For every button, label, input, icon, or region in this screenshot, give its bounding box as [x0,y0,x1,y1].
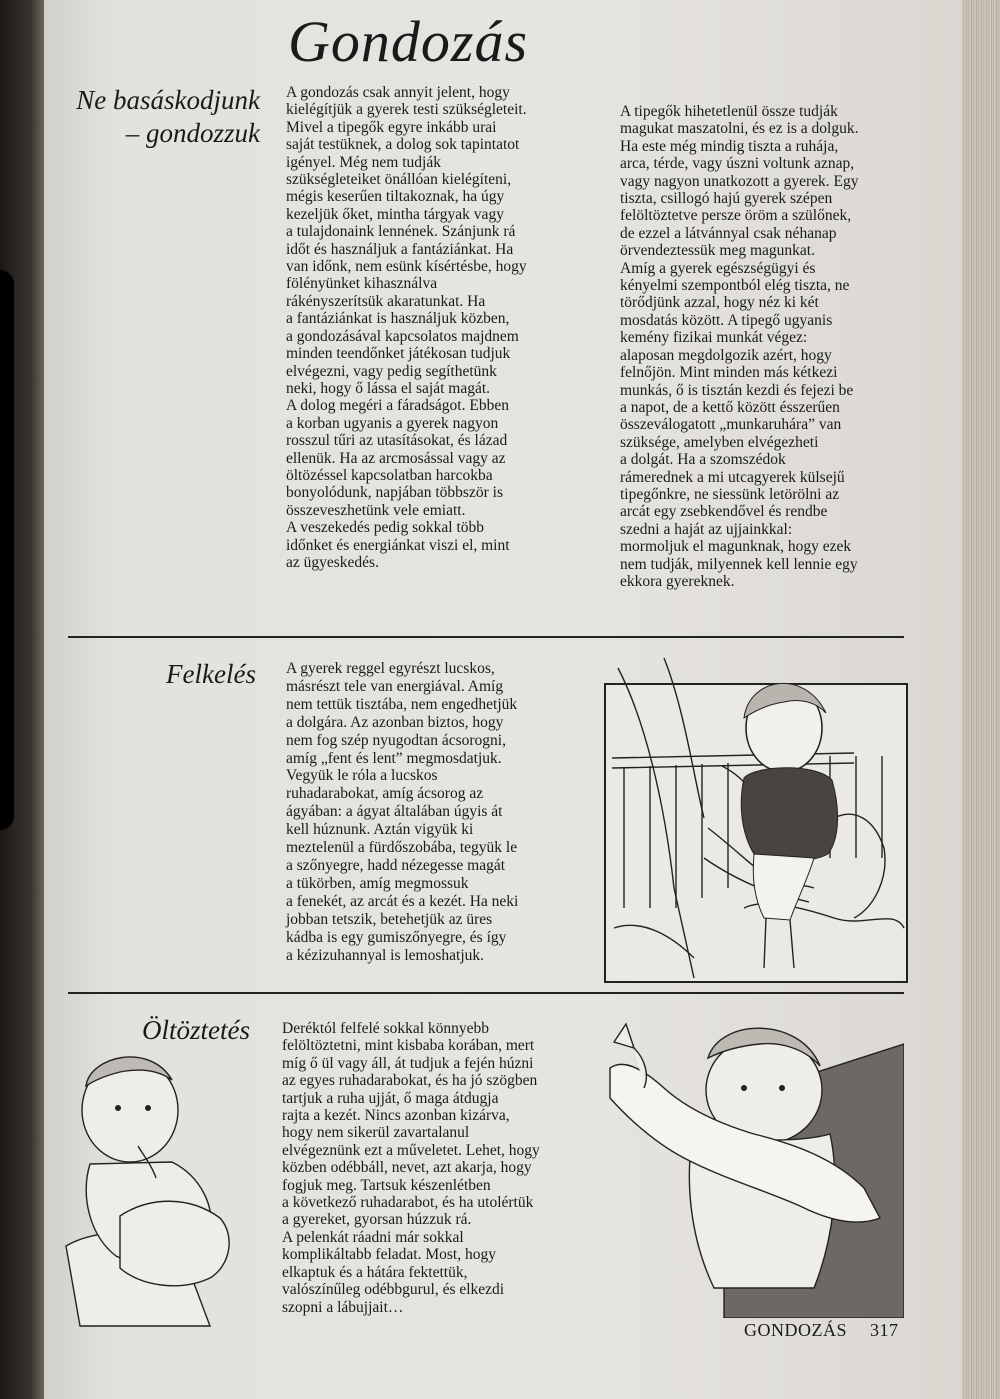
oltoztetes-body: Deréktól felfelé sokkal könnyebb felöltöztetni, mint kisbaba korában, mert míg ő ül vagy áll, át tudjuk a fején húzni az egyes ruhadarabokat, és ha jó szögben tartjuk a ruha ujját, ő maga átdugja rajta a kezét. Nincs azonban kizárva, hogy nem sikerül zavartalanul elvégeznünk ezt a műveletet. Lehet, hogy közben odébbáll, nevet, azt akarja, hogy fogjuk meg. Tartsuk készenlétben a következő ruhadarabot, és ha utolértük a gyereket, gyorsan húzzuk rá. A pelenkát ráadni már sokkal komplikáltabb feladat. Most, hogy elkaptuk és a hátára fektettük, valószínűleg odébbgurul, és elkezdi szopni a lábujjait… [282,1020,540,1316]
section-heading-line1: Ne basáskodjunk [76,85,260,115]
felkeles-body: A gyerek reggel egyrészt lucskos, másrészt tele van energiával. Amíg nem tettük tisztába, nem engedhetjük a dolgára. Az azonban biztos, hogy nem fog szép nyugodtan ácsorogni, amíg „fent és lent” megmosdatjuk. Vegyük le róla a lucskos ruhadarabokat, amíg ácsorog az ágyában: a ágyat általában úgyis át kell húznunk. Aztán vigyük ki meztelenül a fürdőszobába, tegyük le a szőnyegre, hadd nézegesse magát a tükörben, amíg megmossuk a fenekét, az arcát és a kezét. Ha neki jobban tetszik, betehetjük az üres kádba is egy gumiszőnyegre, és így a kézizuhannyal is lemoshatjuk. [286,660,519,964]
running-head: GONDOZÁS [744,1320,847,1340]
book-binding [0,270,14,830]
section-heading-felkeles: Felkelés [166,659,256,689]
page-title: Gondozás [288,9,529,74]
page-edges [962,0,1000,1399]
section-heading-line2: – gondozzuk [125,118,260,148]
dressing-illustration [604,1018,904,1318]
page-number: 317 [870,1320,899,1340]
section-divider [68,636,904,638]
body-column-right: A tipegők hihetetlenül össze tudják magukat maszatolni, és ez is a dolguk. Ha este még mindig tiszta a ruhája, arca, térde, vagy úszni voltunk aznap, vagy nagyon unatkozott a gyerek. Egy tiszta, csillogó hajú gyerek szépen felöltöztetve persze öröm a szülőnek, de ezzel a látvánnyal csak néhanap örvendeztessük meg magunkat. Amíg a gyerek egészségügyi és kényelmi szempontból elég tiszta, ne törődjünk azzal, hogy néz ki két mosdatás között. A tipegő ugyanis kemény fizikai munkát végez: alaposan megdolgozik azért, hogy felnőjön. Mint minden más kétkezi munkás, ő is tisztán kezdi és fejezi be a napot, de a kettő között ésszerűen összeválogatott „munkaruhára” van szüksége, amelyben elvégezheti a dolgát. Ha a szomszédok rámerednek a mi utcagyerek külsejű tipegőnkre, ne siessünk letörölni az arcát egy zsebkendővel és rendbe szedni a haját az ujjainkkal: mormoljuk el magunknak, hogy ezek nem tudják, milyennek kell lennie egy ekkora gyereknek. [620,103,859,590]
sitting-child-illustration [60,1046,250,1328]
section-heading-ne-basaskodjunk [60,84,260,150]
body-column-left: A gondozás csak annyit jelent, hogy kielégítjük a gyerek testi szükségleteit. Mivel a tipegők egyre inkább urai saját testüknek, a dolog sok tapintatot igényel. Még nem tudják szükségleteiket önállóan kielégíteni, mégis keserűen tiltakoznak, ha úgy kezeljük őket, mintha tárgyak vagy a tulajdonaink lennének. Szánjunk rá időt és használjuk a fantáziánkat. Ha van időnk, nem esünk kísértésbe, hogy fölényünket kihasználva rákényszerítsük akaratunkat. Ha a fantáziánkat is használjuk közben, a gondozásával kapcsolatos majdnem minden teendőnket játékosan tudjuk elvégezni, vagy pedig segíthetünk neki, hogy ő lássa el saját magát. A dolog megéri a fáradságot. Ebben a korban ugyanis a gyerek nagyon rosszul tűri az utasításokat, és lázad ellenük. Ha az arcmosással vagy az öltözéssel kapcsolatban harcokba bonyolódunk, napjában többször is összeveszhetünk vele emiatt. A veszekedés pedig sokkal több időnket és energiánkat viszi el, mint az ügyeskedés. [286,84,527,571]
crib-illustration [604,658,912,984]
section-divider [68,992,904,994]
section-heading-oltoztetes: Öltöztetés [142,1015,250,1045]
